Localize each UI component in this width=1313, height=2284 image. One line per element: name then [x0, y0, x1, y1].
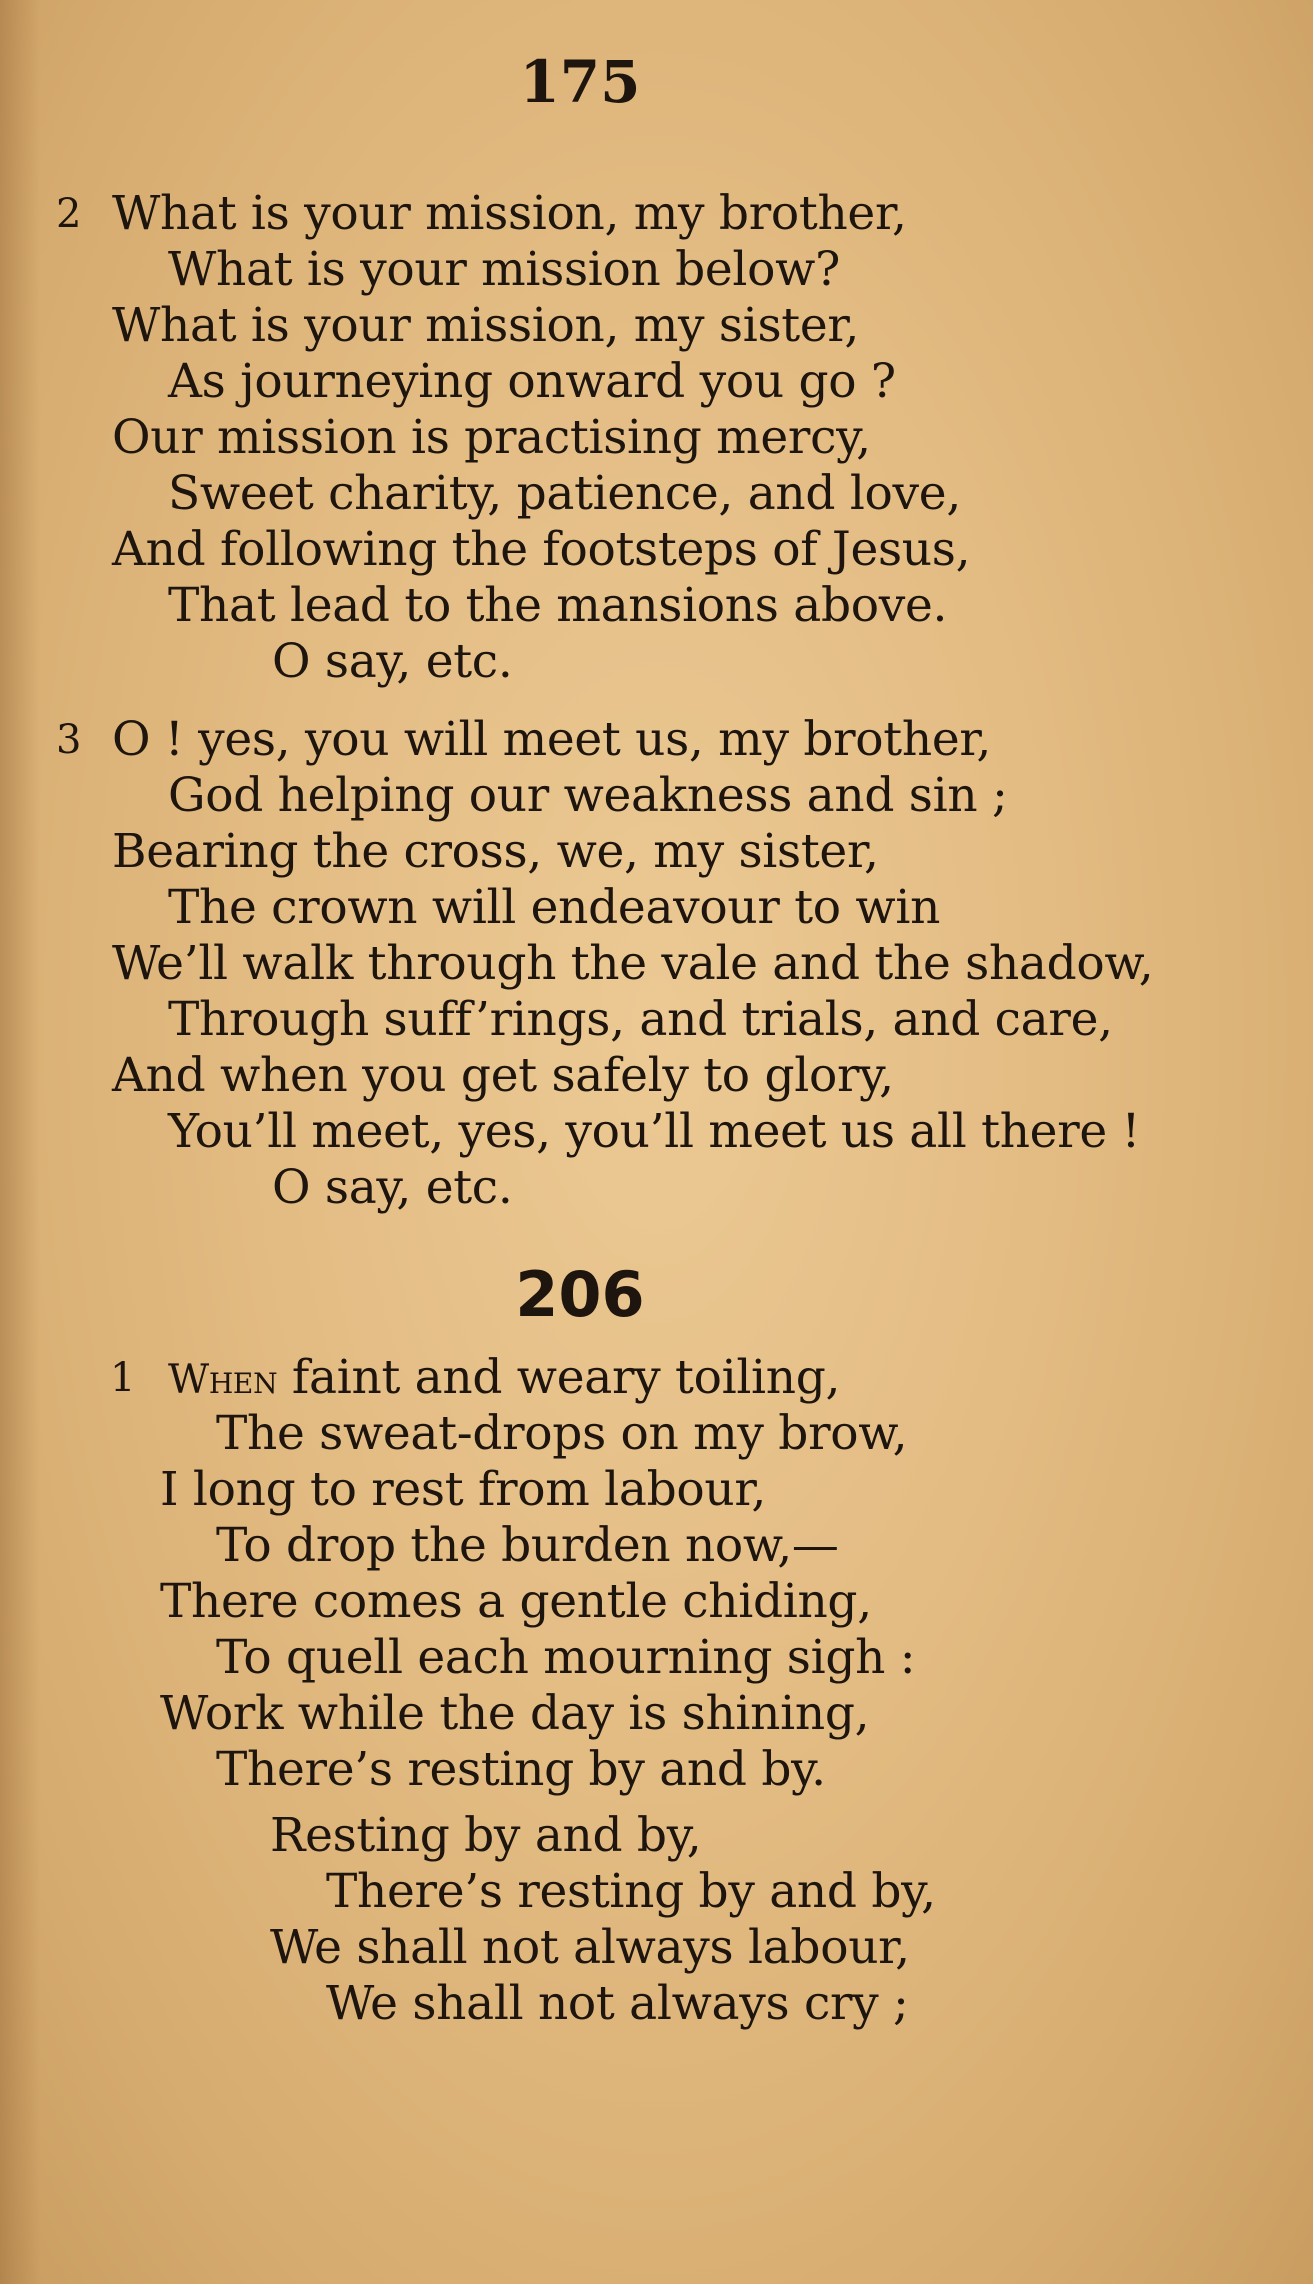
verse-first-word: When — [168, 1357, 278, 1403]
verse-line: To quell each mourning sigh : — [216, 1630, 916, 1685]
verse-line: To drop the burden now,— — [216, 1518, 839, 1573]
refrain-cue: O say, etc. — [272, 1160, 513, 1215]
verse-line: Sweet charity, patience, and love, — [168, 466, 961, 521]
verse-line: That lead to the mansions above. — [168, 578, 948, 633]
verse-line: Work while the day is shining, — [160, 1686, 870, 1741]
verse-line: There’s resting by and by. — [216, 1742, 826, 1797]
verse-line: Our mission is practising mercy, — [112, 410, 871, 465]
chorus-line: Resting by and by, — [270, 1808, 702, 1863]
verse-line: O ! yes, you will meet us, my brother, — [112, 712, 992, 767]
verse-line: Bearing the cross, we, my sister, — [112, 824, 879, 879]
verse-first-line — [168, 1350, 840, 1408]
verse-line: As journeying onward you go ? — [168, 354, 896, 409]
verse-line: I long to rest from labour, — [160, 1462, 766, 1517]
verse-line: You’ll meet, yes, you’ll meet us all there ! — [168, 1104, 1141, 1159]
verse-first-line-rest: faint and weary toiling, — [277, 1350, 841, 1405]
hymn-number: 206 — [515, 1258, 645, 1331]
refrain-cue: O say, etc. — [272, 634, 513, 689]
verse-number: 3 — [56, 717, 82, 763]
verse-line: There comes a gentle chiding, — [160, 1574, 872, 1629]
verse-number: 1 — [110, 1355, 136, 1401]
page-number: 175 — [519, 48, 641, 116]
page-edge-shadow — [0, 0, 40, 2284]
chorus-line: We shall not always labour, — [270, 1920, 910, 1975]
verse-line: What is your mission, my sister, — [112, 298, 860, 353]
chorus-line: There’s resting by and by, — [326, 1864, 936, 1919]
verse-line: The sweat-drops on my brow, — [216, 1406, 908, 1461]
verse-line: The crown will endeavour to win — [168, 880, 941, 935]
verse-line: Through suff’rings, and trials, and care, — [168, 992, 1113, 1047]
verse-line: We’ll walk through the vale and the shadow, — [112, 936, 1154, 991]
verse-line: What is your mission, my brother, — [112, 186, 907, 241]
verse-line: And when you get safely to glory, — [112, 1048, 894, 1103]
chorus-line: We shall not always cry ; — [326, 1976, 909, 2031]
verse-line: What is your mission below? — [168, 242, 840, 297]
verse-line: God helping our weakness and sin ; — [168, 768, 1008, 823]
verse-line: And following the footsteps of Jesus, — [112, 522, 971, 577]
verse-number: 2 — [56, 191, 82, 237]
